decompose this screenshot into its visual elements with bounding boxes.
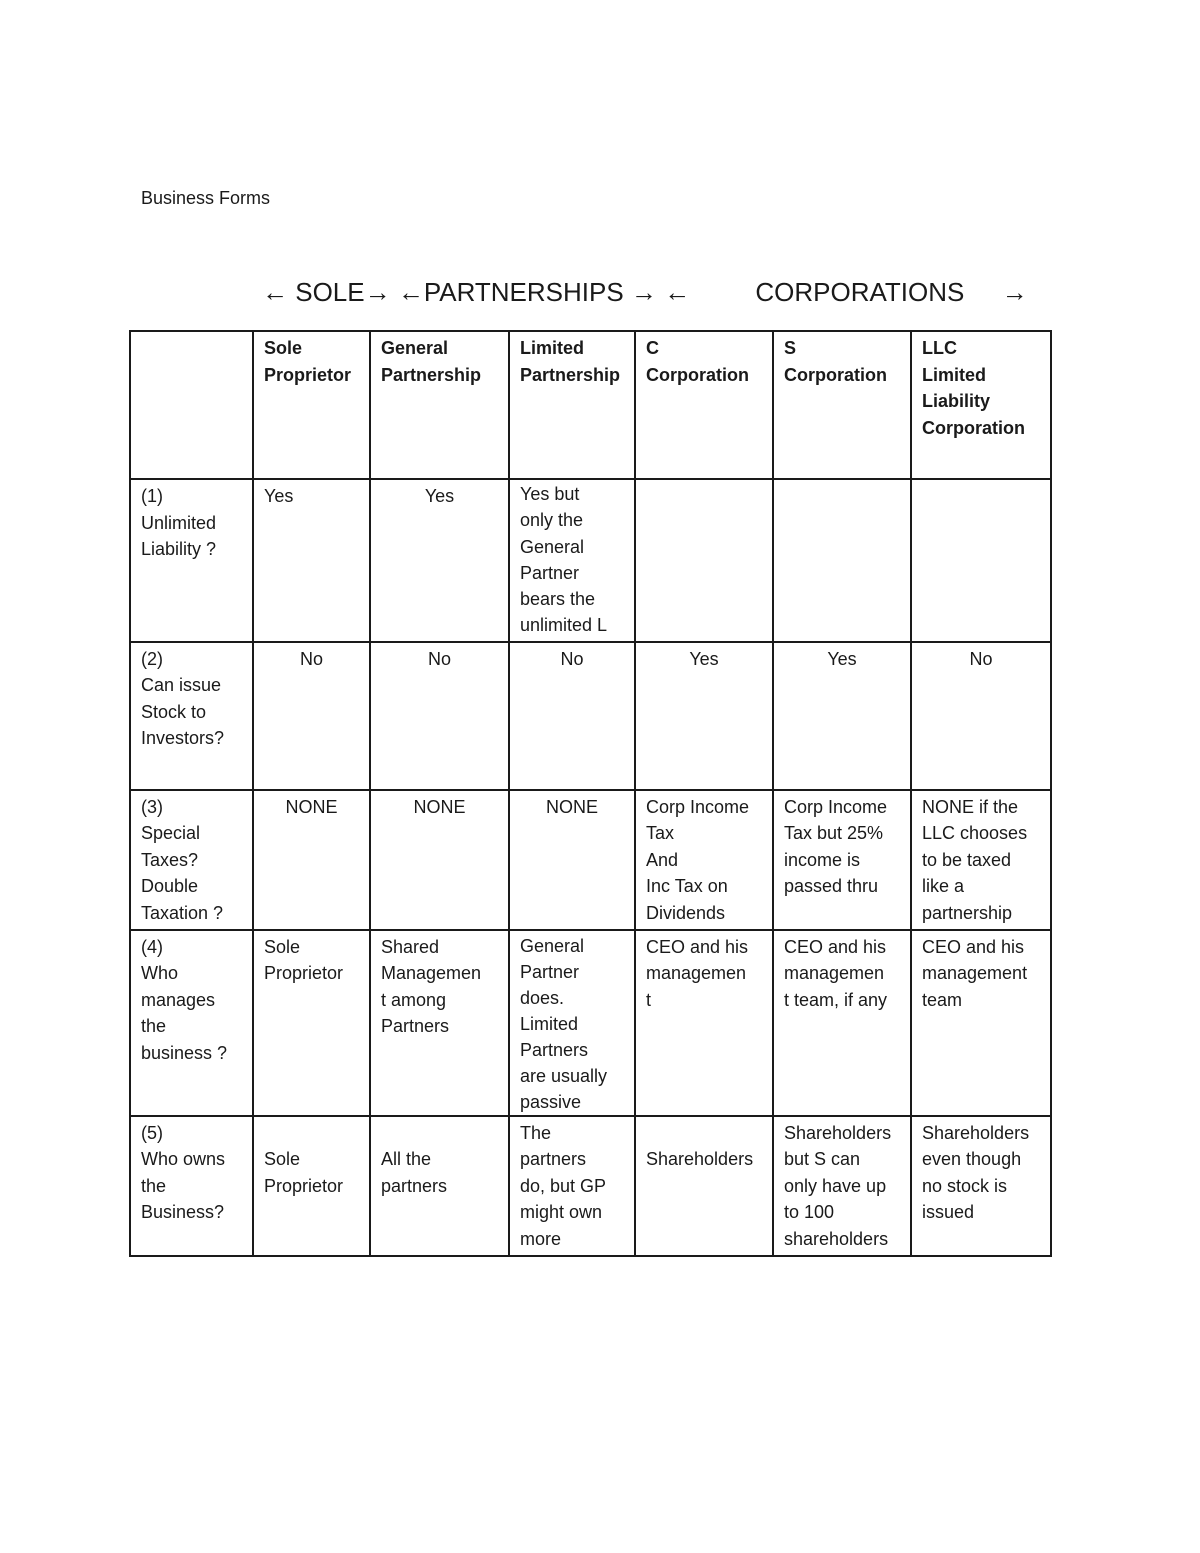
banner-partnerships: ←PARTNERSHIPS → — [397, 277, 657, 307]
table-header-row — [130, 331, 1051, 479]
header-cell-s-corporation: S Corporation — [773, 331, 911, 479]
document-title: Business Forms — [141, 188, 271, 208]
row-label-text: Who manages the business ? — [141, 963, 228, 1063]
table-cell: CEO and his managemen t team, if any — [773, 930, 911, 1116]
table-cell: Yes but only the General Partner bears the unlimited L — [509, 479, 635, 642]
banner-corp-left-arrow: ← — [664, 277, 691, 307]
table-row — [130, 479, 1051, 642]
row-label-number: (4) — [141, 936, 163, 957]
table-cell: All the partners — [370, 1116, 509, 1256]
row-label-number: (3) — [141, 796, 163, 817]
table-cell — [911, 479, 1051, 642]
table-cell — [773, 479, 911, 642]
table-cell: NONE — [509, 790, 635, 930]
table-cell: Yes — [635, 642, 773, 790]
header-cell-llc: LLC Limited Liability Corporation — [911, 331, 1051, 479]
table-cell: Corp Income Tax but 25% income is passed thru — [773, 790, 911, 930]
business-forms-table — [129, 330, 1052, 1257]
header-cell-limited-partnership: Limited Partnership — [509, 331, 635, 479]
table-cell: CEO and his management team — [911, 930, 1051, 1116]
row-label — [130, 930, 253, 1116]
entity-type-banner — [262, 277, 1028, 308]
table-cell: Shared Managemen t among Partners — [370, 930, 509, 1116]
table-cell: CEO and his managemen t — [635, 930, 773, 1116]
table-cell: General Partner does. Limited Partners are usually passive — [509, 930, 635, 1116]
banner-corp-right-arrow: → — [1001, 277, 1028, 307]
banner-sole: ← SOLE→ — [262, 277, 391, 307]
row-label — [130, 479, 253, 642]
table-cell: NONE — [253, 790, 370, 930]
table-cell: Shareholders — [635, 1116, 773, 1256]
row-label-text: Unlimited Liability ? — [141, 512, 217, 559]
banner-corporations: CORPORATIONS — [755, 277, 965, 307]
table-cell: Yes — [370, 479, 509, 642]
table-cell: NONE if the LLC chooses to be taxed like a partnership — [911, 790, 1051, 930]
row-label-number: (2) — [141, 648, 163, 669]
table-cell: Sole Proprietor — [253, 1116, 370, 1256]
table-cell: Shareholders but S can only have up to 100 shareholders — [773, 1116, 911, 1256]
header-cell-corner — [130, 331, 253, 479]
table-cell: Sole Proprietor — [253, 930, 370, 1116]
table-cell: No — [253, 642, 370, 790]
table-row — [130, 1116, 1051, 1256]
row-label — [130, 790, 253, 930]
row-label-text: Can issue Stock to Investors? — [141, 675, 225, 749]
table-cell: No — [370, 642, 509, 790]
table-row — [130, 790, 1051, 930]
table-cell: No — [509, 642, 635, 790]
table-row — [130, 930, 1051, 1116]
table-cell: Yes — [253, 479, 370, 642]
table-cell — [635, 479, 773, 642]
table-cell: Corp Income Tax And Inc Tax on Dividends — [635, 790, 773, 930]
header-cell-c-corporation: C Corporation — [635, 331, 773, 479]
table-cell: No — [911, 642, 1051, 790]
table-cell: The partners do, but GP might own more — [509, 1116, 635, 1256]
row-label-number: (5) — [141, 1122, 163, 1143]
row-label-number: (1) — [141, 486, 163, 506]
row-label-text: Special Taxes? Double Taxation ? — [141, 823, 224, 923]
header-cell-general-partnership: General Partnership — [370, 331, 509, 479]
row-label — [130, 642, 253, 790]
header-cell-sole-proprietor: Sole Proprietor — [253, 331, 370, 479]
table-row — [130, 642, 1051, 790]
table-cell: Shareholders even though no stock is issued — [911, 1116, 1051, 1256]
row-label — [130, 1116, 253, 1256]
row-label-text: Who owns the Business? — [141, 1149, 226, 1223]
table-cell: NONE — [370, 790, 509, 930]
table-cell: Yes — [773, 642, 911, 790]
